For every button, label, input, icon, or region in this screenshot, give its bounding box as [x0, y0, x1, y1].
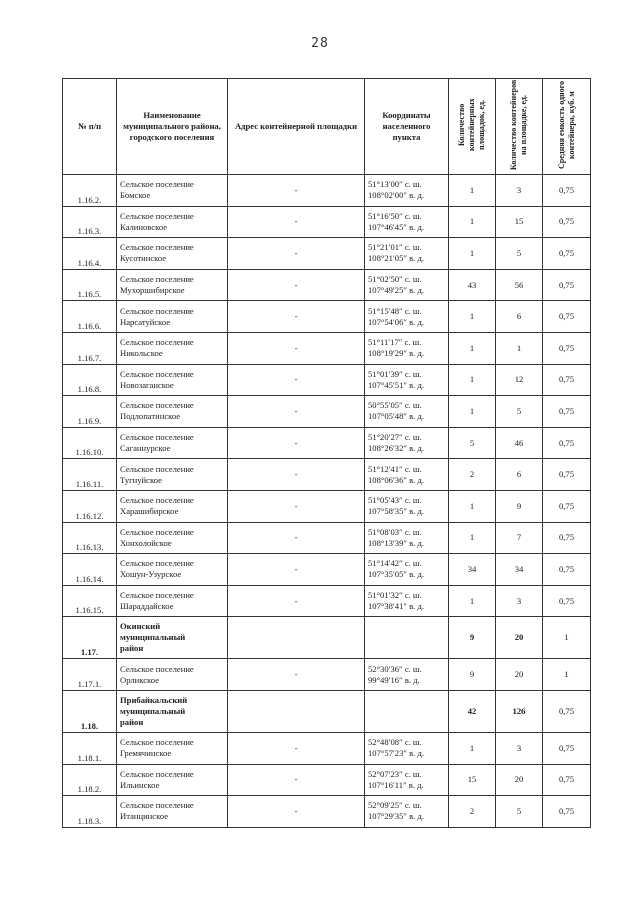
longitude: 108°06′36″ в. д.	[368, 474, 424, 485]
header-sites-label: Количество контейнерных площадок, ед.	[457, 98, 486, 152]
containers-count: 3	[496, 175, 543, 207]
coordinates	[365, 427, 449, 459]
row-number: 1.17.	[63, 617, 117, 659]
settlement-title: Орликское	[120, 674, 160, 685]
table-row	[63, 269, 591, 301]
settlement-name	[117, 732, 228, 764]
longitude: 108°26′32″ в. д.	[368, 443, 424, 454]
latitude: 51°20′27″ с. ш.	[368, 432, 422, 443]
average-capacity: 0,75	[543, 206, 591, 238]
longitude: 107°57′23″ в. д.	[368, 748, 424, 759]
district-name-line: муниципальный	[120, 632, 186, 643]
coordinates	[365, 659, 449, 691]
longitude: 107°54′06″ в. д.	[368, 316, 424, 327]
containers-count: 6	[496, 459, 543, 491]
settlement-type: Сельское поселение	[120, 242, 194, 253]
containers-count: 20	[496, 659, 543, 691]
site-address: -	[228, 522, 365, 554]
average-capacity: 0,75	[543, 269, 591, 301]
average-capacity: 1	[543, 617, 591, 659]
settlement-type: Сельское поселение	[120, 179, 194, 190]
site-address: -	[228, 364, 365, 396]
sites-count: 1	[449, 396, 496, 428]
row-number: 1.16.10.	[63, 427, 117, 459]
header-containers	[496, 79, 543, 175]
row-number: 1.16.2.	[63, 175, 117, 207]
row-number: 1.16.13.	[63, 522, 117, 554]
site-address: -	[228, 269, 365, 301]
sites-count: 2	[449, 796, 496, 828]
settlement-title: Калиновское	[120, 221, 168, 232]
settlement-name	[117, 796, 228, 828]
average-capacity: 0,75	[543, 554, 591, 586]
table-row	[63, 796, 591, 828]
containers-count: 9	[496, 490, 543, 522]
sites-count: 42	[449, 690, 496, 732]
sites-count: 1	[449, 332, 496, 364]
average-capacity: 0,75	[543, 585, 591, 617]
latitude: 52°07′23″ с. ш.	[368, 768, 422, 779]
settlement-type: Сельское поселение	[120, 337, 194, 348]
latitude: 51°01′32″ с. ш.	[368, 590, 422, 601]
district-name-line: район	[120, 716, 144, 727]
settlement-type: Сельское поселение	[120, 305, 194, 316]
row-number: 1.16.3.	[63, 206, 117, 238]
longitude: 108°19′29″ в. д.	[368, 348, 424, 359]
containers-count: 12	[496, 364, 543, 396]
coordinates	[365, 617, 449, 659]
average-capacity: 0,75	[543, 490, 591, 522]
sites-count: 5	[449, 427, 496, 459]
average-capacity: 0,75	[543, 238, 591, 270]
site-address: -	[228, 206, 365, 238]
site-address: -	[228, 659, 365, 691]
table-row	[63, 764, 591, 796]
longitude: 99°49′16″ в. д.	[368, 674, 420, 685]
settlement-title: Бомское	[120, 190, 151, 201]
containers-count: 126	[496, 690, 543, 732]
longitude: 107°05′48″ в. д.	[368, 411, 424, 422]
settlement-title: Ильинское	[120, 779, 160, 790]
coordinates	[365, 764, 449, 796]
containers-count: 20	[496, 764, 543, 796]
settlement-name	[117, 238, 228, 270]
settlement-name	[117, 427, 228, 459]
settlement-name	[117, 206, 228, 238]
table-row	[63, 490, 591, 522]
longitude: 107°16′11″ в. д.	[368, 779, 424, 790]
settlement-type: Сельское поселение	[120, 274, 194, 285]
container-sites-table	[62, 78, 591, 828]
latitude: 51°14′42″ с. ш.	[368, 558, 422, 569]
longitude: 107°58′35″ в. д.	[368, 506, 424, 517]
settlement-name	[117, 175, 228, 207]
longitude: 107°45′51″ в. д.	[368, 379, 424, 390]
settlement-name	[117, 459, 228, 491]
row-number: 1.18.1.	[63, 732, 117, 764]
latitude: 51°13′00″ с. ш.	[368, 179, 422, 190]
site-address: -	[228, 427, 365, 459]
settlement-type: Сельское поселение	[120, 768, 194, 779]
row-number: 1.18.3.	[63, 796, 117, 828]
header-avg	[543, 79, 591, 175]
settlement-title: Итанцинское	[120, 811, 169, 822]
coordinates	[365, 364, 449, 396]
containers-count: 1	[496, 332, 543, 364]
sites-count: 1	[449, 364, 496, 396]
sites-count: 1	[449, 238, 496, 270]
settlement-title: Хошун-Узурское	[120, 569, 182, 580]
settlement-title: Хонхолойское	[120, 537, 172, 548]
sites-count: 1	[449, 732, 496, 764]
site-address	[228, 690, 365, 732]
longitude: 107°46′45″ в. д.	[368, 221, 424, 232]
settlement-name	[117, 269, 228, 301]
table-header-row	[63, 79, 591, 175]
average-capacity: 0,75	[543, 175, 591, 207]
latitude: 50°55′05″ с. ш.	[368, 400, 422, 411]
header-containers-label: Количество контейнеров на площадке, ед.	[509, 79, 528, 171]
containers-count: 5	[496, 238, 543, 270]
coordinates	[365, 175, 449, 207]
sites-count: 1	[449, 301, 496, 333]
settlement-name	[117, 364, 228, 396]
site-address: -	[228, 396, 365, 428]
latitude: 52°48′08″ с. ш.	[368, 737, 422, 748]
sites-count: 43	[449, 269, 496, 301]
settlement-name	[117, 301, 228, 333]
containers-count: 5	[496, 396, 543, 428]
row-number: 1.16.11.	[63, 459, 117, 491]
sites-count: 1	[449, 490, 496, 522]
site-address: -	[228, 490, 365, 522]
row-number: 1.18.	[63, 690, 117, 732]
containers-count: 56	[496, 269, 543, 301]
latitude: 51°01′39″ с. ш.	[368, 368, 422, 379]
table-row	[63, 206, 591, 238]
average-capacity: 0,75	[543, 764, 591, 796]
header-address: Адрес контейнерной площадки	[228, 79, 365, 175]
coordinates	[365, 206, 449, 238]
settlement-title: Кусотинское	[120, 253, 167, 264]
header-name: Наименование муниципального района, городского поселения	[117, 79, 228, 175]
site-address: -	[228, 554, 365, 586]
containers-count: 15	[496, 206, 543, 238]
row-number: 1.16.6.	[63, 301, 117, 333]
district-row	[63, 690, 591, 732]
site-address: -	[228, 732, 365, 764]
coordinates	[365, 238, 449, 270]
containers-count: 3	[496, 585, 543, 617]
coordinates	[365, 332, 449, 364]
settlement-title: Шараддайское	[120, 601, 174, 612]
latitude: 51°11′17″ с. ш.	[368, 337, 422, 348]
sites-count: 34	[449, 554, 496, 586]
sites-count: 2	[449, 459, 496, 491]
header-coords: Координаты населенного пункта	[365, 79, 449, 175]
settlement-type: Сельское поселение	[120, 400, 194, 411]
site-address: -	[228, 175, 365, 207]
sites-count: 9	[449, 659, 496, 691]
page-number: 28	[311, 36, 329, 51]
table-row	[63, 175, 591, 207]
header-sites	[449, 79, 496, 175]
latitude: 51°12′41″ с. ш.	[368, 463, 422, 474]
coordinates	[365, 301, 449, 333]
settlement-type: Сельское поселение	[120, 558, 194, 569]
settlement-title: Саганнурское	[120, 443, 171, 454]
latitude: 52°30′36″ с. ш.	[368, 663, 422, 674]
coordinates	[365, 459, 449, 491]
district-name-line: Прибайкальский	[120, 694, 188, 705]
average-capacity: 0,75	[543, 396, 591, 428]
average-capacity: 0,75	[543, 459, 591, 491]
table-row	[63, 732, 591, 764]
sites-count: 1	[449, 585, 496, 617]
district-name-line: муниципальный	[120, 705, 186, 716]
table-row	[63, 238, 591, 270]
table-row	[63, 364, 591, 396]
settlement-type: Сельское поселение	[120, 463, 194, 474]
latitude: 51°16′50″ с. ш.	[368, 210, 422, 221]
district-row	[63, 617, 591, 659]
containers-count: 3	[496, 732, 543, 764]
latitude: 51°21′01″ с. ш.	[368, 242, 422, 253]
containers-count: 7	[496, 522, 543, 554]
settlement-name	[117, 690, 228, 732]
coordinates	[365, 522, 449, 554]
table-row	[63, 301, 591, 333]
table-body	[63, 175, 591, 828]
site-address: -	[228, 301, 365, 333]
coordinates	[365, 269, 449, 301]
row-number: 1.18.2.	[63, 764, 117, 796]
average-capacity: 0,75	[543, 427, 591, 459]
row-number: 1.16.15.	[63, 585, 117, 617]
site-address: -	[228, 332, 365, 364]
settlement-type: Сельское поселение	[120, 432, 194, 443]
header-num: № п/п	[63, 79, 117, 175]
site-address: -	[228, 585, 365, 617]
average-capacity: 0,75	[543, 796, 591, 828]
settlement-name	[117, 522, 228, 554]
longitude: 107°29′35″ в. д.	[368, 811, 424, 822]
longitude: 107°38′41″ в. д.	[368, 601, 424, 612]
sites-count: 1	[449, 522, 496, 554]
average-capacity: 0,75	[543, 332, 591, 364]
latitude: 51°05′43″ с. ш.	[368, 495, 422, 506]
settlement-name	[117, 585, 228, 617]
settlement-name	[117, 617, 228, 659]
latitude: 51°08′03″ с. ш.	[368, 526, 422, 537]
average-capacity: 0,75	[543, 522, 591, 554]
table-row	[63, 396, 591, 428]
table-row	[63, 459, 591, 491]
average-capacity: 0,75	[543, 301, 591, 333]
row-number: 1.16.4.	[63, 238, 117, 270]
settlement-type: Сельское поселение	[120, 526, 194, 537]
site-address: -	[228, 238, 365, 270]
longitude: 107°49′25″ в. д.	[368, 285, 424, 296]
row-number: 1.16.5.	[63, 269, 117, 301]
sites-count: 1	[449, 175, 496, 207]
settlement-title: Тугнуйское	[120, 474, 162, 485]
sites-count: 9	[449, 617, 496, 659]
settlement-type: Сельское поселение	[120, 495, 194, 506]
settlement-title: Нарсатуйское	[120, 316, 171, 327]
coordinates	[365, 796, 449, 828]
site-address: -	[228, 459, 365, 491]
coordinates	[365, 732, 449, 764]
table-row	[63, 427, 591, 459]
longitude: 108°02′00″ в. д.	[368, 190, 424, 201]
settlement-title: Новозаганское	[120, 379, 174, 390]
row-number: 1.17.1.	[63, 659, 117, 691]
longitude: 108°21′05″ в. д.	[368, 253, 424, 264]
settlement-title: Харашибирское	[120, 506, 179, 517]
settlement-type: Сельское поселение	[120, 210, 194, 221]
settlement-title: Подлопатинское	[120, 411, 181, 422]
row-number: 1.16.7.	[63, 332, 117, 364]
table-row	[63, 522, 591, 554]
settlement-name	[117, 396, 228, 428]
site-address	[228, 617, 365, 659]
sites-count: 15	[449, 764, 496, 796]
site-address: -	[228, 764, 365, 796]
average-capacity: 0,75	[543, 364, 591, 396]
settlement-name	[117, 332, 228, 364]
header-avg-label: Средняя емкость одного контейнера, куб. м	[556, 80, 576, 170]
containers-count: 34	[496, 554, 543, 586]
settlement-title: Мухоршибирское	[120, 285, 185, 296]
settlement-type: Сельское поселение	[120, 663, 194, 674]
containers-count: 6	[496, 301, 543, 333]
row-number: 1.16.9.	[63, 396, 117, 428]
table-row	[63, 554, 591, 586]
settlement-type: Сельское поселение	[120, 590, 194, 601]
containers-count: 46	[496, 427, 543, 459]
row-number: 1.16.12.	[63, 490, 117, 522]
row-number: 1.16.14.	[63, 554, 117, 586]
settlement-title: Гремячинское	[120, 748, 172, 759]
containers-count: 5	[496, 796, 543, 828]
settlement-type: Сельское поселение	[120, 737, 194, 748]
coordinates	[365, 690, 449, 732]
sites-count: 1	[449, 206, 496, 238]
settlement-type: Сельское поселение	[120, 800, 194, 811]
latitude: 51°15′48″ с. ш.	[368, 305, 422, 316]
coordinates	[365, 490, 449, 522]
coordinates	[365, 554, 449, 586]
table-row	[63, 659, 591, 691]
settlement-title: Никольское	[120, 348, 163, 359]
longitude: 108°13′39″ в. д.	[368, 537, 424, 548]
row-number: 1.16.8.	[63, 364, 117, 396]
table-row	[63, 585, 591, 617]
settlement-name	[117, 554, 228, 586]
latitude: 51°02′50″ с. ш.	[368, 274, 422, 285]
district-name-line: район	[120, 643, 144, 654]
settlement-type: Сельское поселение	[120, 368, 194, 379]
settlement-name	[117, 659, 228, 691]
average-capacity: 0,75	[543, 690, 591, 732]
longitude: 107°35′05″ в. д.	[368, 569, 424, 580]
coordinates	[365, 396, 449, 428]
settlement-name	[117, 764, 228, 796]
district-name-line: Окинский	[120, 621, 161, 632]
table-row	[63, 332, 591, 364]
average-capacity: 0,75	[543, 732, 591, 764]
containers-count: 20	[496, 617, 543, 659]
coordinates	[365, 585, 449, 617]
settlement-name	[117, 490, 228, 522]
site-address: -	[228, 796, 365, 828]
average-capacity: 1	[543, 659, 591, 691]
latitude: 52°09′25″ с. ш.	[368, 800, 422, 811]
